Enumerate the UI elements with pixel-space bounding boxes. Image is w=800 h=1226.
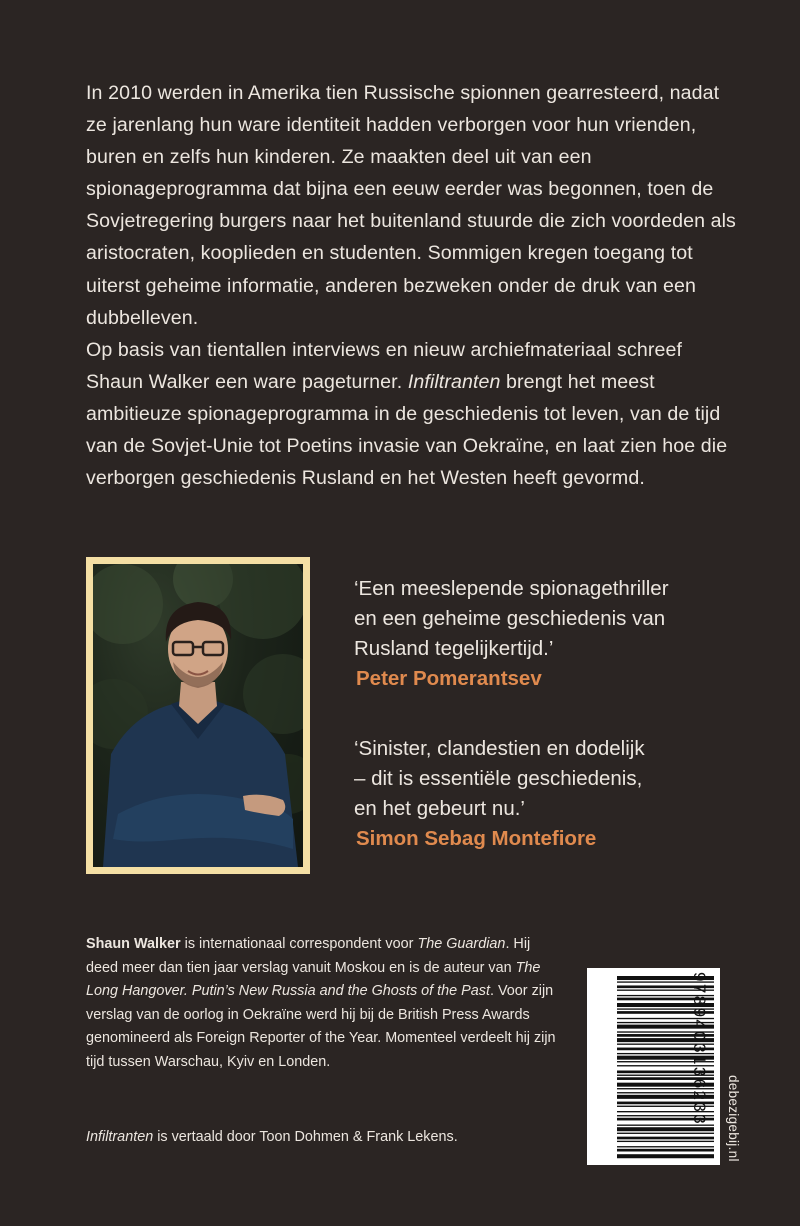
bio-part-1: is internationaal correspondent voor [180,936,418,952]
author-portrait-illustration [93,564,303,867]
quote-1-author: Peter Pomerantsev [356,667,542,690]
bio-book-title: The Long Hangover. Putin’s New Russia and the Ghosts of the Past [86,959,541,1000]
blurb-paragraph-2-end: brengt het meest ambitieuze spionageprogramma in de geschiedenis tot leven, van de tijd van de Sovjet-Unie tot Poetins invasie van Oekraïne, en laat zien hoe die verborgen geschiedenis Rusland en het Westen heeft gevormd. [86,370,728,490]
blurb [86,77,736,494]
publisher-website: debezigebij.nl [726,1075,741,1162]
author-photo-frame [86,557,310,874]
bio-part-3: . Voor zijn verslag van de oorlog in Oekraïne werd hij bij de British Press Awards genomineerd als Foreign Reporter of the Year. Momenteel verdeelt hij zijn tijd tussen Warschau, Kyiv en Londen. [86,983,556,1070]
blurb-paragraph-1: In 2010 werden in Amerika tien Russische spionnen gearresteerd, nadat ze jarenlang hun ware identiteit hadden verborgen voor hun vrienden, buren en zelfs hun kinderen. Ze maakten deel uit van een spionageprogramma dat bijna een eeuw eerder was begonnen, toen de Sovjetregering burgers naar het buitenland stuurde die zich voordeden als aristocraten, kooplieden en studenten. Sommigen kregen toegang tot uiterst geheime informatie, anderen bezweken onder de druk van een dubbelleven. [86,82,736,329]
translator-book-title: Infiltranten [86,1129,154,1145]
author-bio [86,933,556,1075]
author-bio-text [86,933,556,1075]
author-photo [93,564,303,867]
blurb-book-title: Infiltranten [407,370,501,393]
quotes [354,574,774,894]
quote-2 [354,734,774,854]
bio-part-2: . Hij deed meer dan tien jaar verslag vanuit Moskou en is de auteur van [86,936,531,976]
author-name: Shaun Walker [86,936,181,952]
quote-1-text: ‘Een meeslepende spionagethriller en een geheime geschiedenis van Rusland tegelijkertijd.’ [354,577,669,660]
blurb-paragraph-2 [86,334,736,494]
quote-2-author: Simon Sebag Montefiore [356,827,597,850]
quote-1 [354,574,774,694]
isbn-number: 9789403136233 [690,972,709,1127]
translator-text: is vertaald door Toon Dohmen & Frank Lekens. [153,1129,458,1145]
bio-newspaper: The Guardian [417,936,506,952]
blurb-paragraph-2-start: Op basis van tientallen interviews en nieuw archiefmateriaal schreef Shaun Walker een ware pageturner. [86,338,682,393]
isbn-barcode [587,968,720,1165]
quote-2-text: ‘Sinister, clandestien en dodelijk – dit is essentiële geschiedenis, en het gebeurt nu.’ [354,737,645,820]
translator-credit [86,1126,556,1150]
